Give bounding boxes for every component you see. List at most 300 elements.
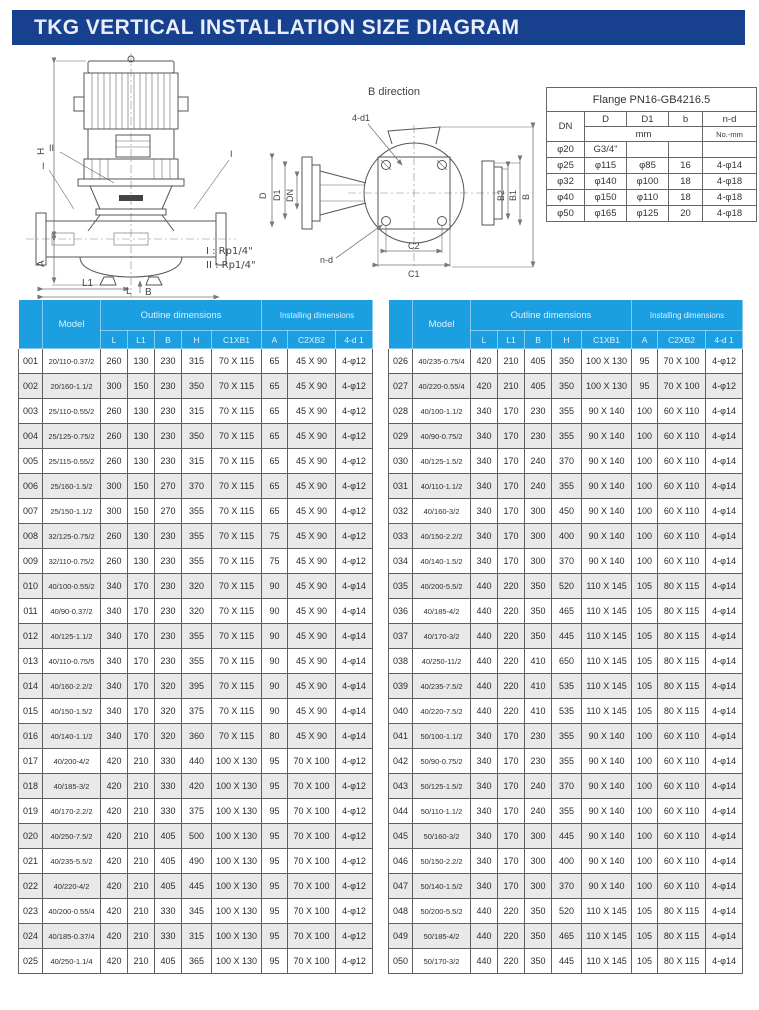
value-cell: 95 xyxy=(262,849,288,874)
dim-label-B2: B2 xyxy=(496,189,506,201)
table-row xyxy=(389,799,743,824)
value-cell: 230 xyxy=(155,649,182,674)
value-cell: 70 X 100 xyxy=(288,849,336,874)
value-cell: 260 xyxy=(101,349,128,374)
row-number-cell: 021 xyxy=(19,849,43,874)
value-cell: 4-φ14 xyxy=(706,424,743,449)
value-cell: 350 xyxy=(525,574,552,599)
value-cell: 4-φ14 xyxy=(706,824,743,849)
model-cell: 40/125-1.5/2 xyxy=(413,449,471,474)
value-cell: 170 xyxy=(498,549,525,574)
table-row xyxy=(389,824,743,849)
row-number-cell: 044 xyxy=(389,799,413,824)
value-cell: 75 xyxy=(262,524,288,549)
spec-table-right-body xyxy=(389,349,743,974)
table-row xyxy=(389,349,743,374)
value-cell: 70 X 115 xyxy=(212,399,262,424)
value-cell: 170 xyxy=(128,599,155,624)
value-cell: 45 X 90 xyxy=(288,574,336,599)
flange-col-d1: D1 xyxy=(627,112,669,127)
value-cell: 100 X 130 xyxy=(212,774,262,799)
value-cell: 45 X 90 xyxy=(288,549,336,574)
value-cell: 105 xyxy=(632,599,658,624)
flange-cell: φ125 xyxy=(627,206,669,222)
row-number-cell: 020 xyxy=(19,824,43,849)
table-row xyxy=(19,774,373,799)
value-cell: 420 xyxy=(101,749,128,774)
value-cell: 340 xyxy=(471,499,498,524)
value-cell: 60 X 110 xyxy=(658,874,706,899)
row-number-cell: 024 xyxy=(19,924,43,949)
value-cell: 355 xyxy=(552,424,582,449)
value-cell: 535 xyxy=(552,699,582,724)
value-cell: 230 xyxy=(155,349,182,374)
value-cell: 4-φ14 xyxy=(706,574,743,599)
value-cell: 355 xyxy=(182,499,212,524)
value-cell: 230 xyxy=(525,424,552,449)
value-cell: 130 xyxy=(128,449,155,474)
value-cell: 4-φ12 xyxy=(336,424,373,449)
table-row xyxy=(389,449,743,474)
model-cell: 32/125-0.75/2 xyxy=(43,524,101,549)
value-cell: 4-φ14 xyxy=(706,599,743,624)
flange-cell: 18 xyxy=(669,190,703,206)
model-cell: 50/170-3/2 xyxy=(413,949,471,974)
model-cell: 40/150-2.2/2 xyxy=(413,524,471,549)
model-cell: 32/110-0.75/2 xyxy=(43,549,101,574)
value-cell: 45 X 90 xyxy=(288,399,336,424)
dim-label-B: B xyxy=(521,193,531,200)
dim-label-H: H xyxy=(36,147,47,155)
value-cell: 130 xyxy=(128,524,155,549)
value-cell: 4-φ12 xyxy=(706,374,743,399)
value-cell: 220 xyxy=(498,674,525,699)
value-cell: 350 xyxy=(525,899,552,924)
value-cell: 90 xyxy=(262,624,288,649)
flange-cell: φ32 xyxy=(547,174,585,190)
model-cell: 40/220-4/2 xyxy=(43,874,101,899)
value-cell: 100 X 130 xyxy=(582,349,632,374)
flange-cell xyxy=(669,142,703,158)
value-cell: 350 xyxy=(182,424,212,449)
page-title: TKG VERTICAL INSTALLATION SIZE DIAGRAM xyxy=(12,10,745,45)
value-cell: 70 X 115 xyxy=(212,374,262,399)
value-cell: 170 xyxy=(498,524,525,549)
value-cell: 45 X 90 xyxy=(288,649,336,674)
value-cell: 60 X 110 xyxy=(658,399,706,424)
model-cell: 40/250-7.5/2 xyxy=(43,824,101,849)
value-cell: 80 X 115 xyxy=(658,924,706,949)
value-cell: 440 xyxy=(182,749,212,774)
value-cell: 70 X 115 xyxy=(212,624,262,649)
col-header-B: B xyxy=(525,331,552,349)
flange-cell: φ40 xyxy=(547,190,585,206)
value-cell: 45 X 90 xyxy=(288,499,336,524)
value-cell: 95 xyxy=(262,824,288,849)
value-cell: 100 X 130 xyxy=(212,824,262,849)
value-cell: 95 xyxy=(262,799,288,824)
label-4-d1: 4-d1 xyxy=(352,113,371,123)
table-row xyxy=(389,874,743,899)
value-cell: 440 xyxy=(471,899,498,924)
value-cell: 650 xyxy=(552,649,582,674)
value-cell: 350 xyxy=(525,924,552,949)
col-header-L1: L1 xyxy=(498,331,525,349)
value-cell: 150 xyxy=(128,499,155,524)
value-cell: 520 xyxy=(552,899,582,924)
value-cell: 210 xyxy=(128,874,155,899)
value-cell: 340 xyxy=(471,424,498,449)
row-number-cell: 039 xyxy=(389,674,413,699)
value-cell: 330 xyxy=(155,774,182,799)
value-cell: 355 xyxy=(182,624,212,649)
col-header-C1XB1: C1XB1 xyxy=(582,331,632,349)
value-cell: 405 xyxy=(155,849,182,874)
model-cell: 40/235-0.75/4 xyxy=(413,349,471,374)
flange-cell: 4-φ18 xyxy=(703,190,757,206)
value-cell: 110 X 145 xyxy=(582,924,632,949)
value-cell: 65 xyxy=(262,499,288,524)
value-cell: 70 X 115 xyxy=(212,724,262,749)
value-cell: 4-φ14 xyxy=(336,724,373,749)
value-cell: 90 X 140 xyxy=(582,774,632,799)
value-cell: 170 xyxy=(128,674,155,699)
value-cell: 355 xyxy=(552,724,582,749)
value-cell: 340 xyxy=(471,449,498,474)
table-row xyxy=(389,374,743,399)
value-cell: 95 xyxy=(262,874,288,899)
value-cell: 315 xyxy=(182,399,212,424)
value-cell: 90 xyxy=(262,574,288,599)
table-row xyxy=(389,949,743,974)
value-cell: 90 xyxy=(262,699,288,724)
value-cell: 4-φ12 xyxy=(336,924,373,949)
flange-cell: 4-φ14 xyxy=(703,158,757,174)
value-cell: 405 xyxy=(525,374,552,399)
value-cell: 4-φ14 xyxy=(706,724,743,749)
value-cell: 110 X 145 xyxy=(582,599,632,624)
col-header-B: B xyxy=(155,331,182,349)
value-cell: 420 xyxy=(101,874,128,899)
row-number-cell: 006 xyxy=(19,474,43,499)
model-cell: 50/100-1.1/2 xyxy=(413,724,471,749)
value-cell: 70 X 115 xyxy=(212,699,262,724)
row-number-cell: 036 xyxy=(389,599,413,624)
value-cell: 400 xyxy=(552,849,582,874)
value-cell: 370 xyxy=(182,474,212,499)
value-cell: 70 X 115 xyxy=(212,499,262,524)
value-cell: 80 X 115 xyxy=(658,599,706,624)
value-cell: 170 xyxy=(128,624,155,649)
value-cell: 340 xyxy=(471,824,498,849)
value-cell: 4-φ14 xyxy=(706,499,743,524)
flange-cell: φ150 xyxy=(585,190,627,206)
table-row xyxy=(389,899,743,924)
row-number-cell: 010 xyxy=(19,574,43,599)
model-cell: 50/200-5.5/2 xyxy=(413,899,471,924)
value-cell: 75 xyxy=(262,549,288,574)
table-row xyxy=(389,749,743,774)
port-label-II: II xyxy=(49,143,55,153)
value-cell: 445 xyxy=(182,874,212,899)
flange-cell: 16 xyxy=(669,158,703,174)
flange-cell: φ50 xyxy=(547,206,585,222)
value-cell: 210 xyxy=(128,824,155,849)
value-cell: 4-φ12 xyxy=(336,874,373,899)
table-row xyxy=(389,524,743,549)
model-cell: 40/140-1.1/2 xyxy=(43,724,101,749)
model-cell: 40/160-2.2/2 xyxy=(43,674,101,699)
row-number-cell: 031 xyxy=(389,474,413,499)
value-cell: 220 xyxy=(498,649,525,674)
value-cell: 440 xyxy=(471,924,498,949)
value-cell: 465 xyxy=(552,599,582,624)
value-cell: 95 xyxy=(262,899,288,924)
spec-table-left xyxy=(18,299,373,974)
model-cell: 40/90-0.37/2 xyxy=(43,599,101,624)
value-cell: 100 xyxy=(632,449,658,474)
table-row xyxy=(19,474,373,499)
value-cell: 490 xyxy=(182,849,212,874)
col-header-H: H xyxy=(182,331,212,349)
row-number-cell: 013 xyxy=(19,649,43,674)
row-number-cell: 038 xyxy=(389,649,413,674)
table-row xyxy=(389,474,743,499)
value-cell: 90 X 140 xyxy=(582,474,632,499)
value-cell: 80 X 115 xyxy=(658,649,706,674)
model-cell: 40/125-1.1/2 xyxy=(43,624,101,649)
dim-label-B1: B1 xyxy=(508,189,518,201)
value-cell: 300 xyxy=(525,874,552,899)
diagram-area xyxy=(0,51,759,297)
value-cell: 45 X 90 xyxy=(288,624,336,649)
table-row xyxy=(389,674,743,699)
model-cell: 40/235-5.5/2 xyxy=(43,849,101,874)
table-row xyxy=(19,499,373,524)
value-cell: 170 xyxy=(498,399,525,424)
value-cell: 70 X 115 xyxy=(212,349,262,374)
value-cell: 355 xyxy=(182,549,212,574)
value-cell: 105 xyxy=(632,649,658,674)
value-cell: 220 xyxy=(498,624,525,649)
row-number-cell: 030 xyxy=(389,449,413,474)
value-cell: 90 X 140 xyxy=(582,824,632,849)
value-cell: 95 xyxy=(632,374,658,399)
label-n-d: n-d xyxy=(320,255,334,265)
row-number-cell: 022 xyxy=(19,874,43,899)
model-cell: 50/125-1.5/2 xyxy=(413,774,471,799)
value-cell: 410 xyxy=(525,699,552,724)
value-cell: 130 xyxy=(128,549,155,574)
value-cell: 330 xyxy=(155,749,182,774)
value-cell: 340 xyxy=(101,624,128,649)
value-cell: 210 xyxy=(128,949,155,974)
value-cell: 355 xyxy=(182,524,212,549)
row-number-cell: 017 xyxy=(19,749,43,774)
table-row xyxy=(389,924,743,949)
value-cell: 150 xyxy=(128,474,155,499)
value-cell: 4-φ14 xyxy=(336,674,373,699)
value-cell: 110 X 145 xyxy=(582,699,632,724)
value-cell: 90 xyxy=(262,649,288,674)
row-number-cell: 032 xyxy=(389,499,413,524)
row-number-cell: 040 xyxy=(389,699,413,724)
value-cell: 340 xyxy=(471,399,498,424)
value-cell: 405 xyxy=(155,824,182,849)
value-cell: 45 X 90 xyxy=(288,424,336,449)
table-row xyxy=(389,649,743,674)
value-cell: 4-φ12 xyxy=(336,474,373,499)
value-cell: 60 X 110 xyxy=(658,824,706,849)
flange-cell xyxy=(627,142,669,158)
row-number-cell: 023 xyxy=(19,899,43,924)
value-cell: 350 xyxy=(525,624,552,649)
corner-cell xyxy=(389,300,413,349)
value-cell: 4-φ14 xyxy=(706,924,743,949)
value-cell: 80 X 115 xyxy=(658,899,706,924)
value-cell: 4-φ14 xyxy=(706,624,743,649)
value-cell: 300 xyxy=(525,499,552,524)
row-number-cell: 005 xyxy=(19,449,43,474)
value-cell: 4-φ14 xyxy=(706,799,743,824)
value-cell: 170 xyxy=(498,474,525,499)
model-cell: 50/110-1.1/2 xyxy=(413,799,471,824)
table-row xyxy=(19,849,373,874)
value-cell: 440 xyxy=(471,574,498,599)
model-cell: 50/140-1.5/2 xyxy=(413,874,471,899)
flange-cell: 18 xyxy=(669,174,703,190)
value-cell: 375 xyxy=(182,799,212,824)
value-cell: 420 xyxy=(471,374,498,399)
value-cell: 355 xyxy=(552,749,582,774)
value-cell: 465 xyxy=(552,924,582,949)
row-number-cell: 004 xyxy=(19,424,43,449)
row-number-cell: 029 xyxy=(389,424,413,449)
value-cell: 370 xyxy=(552,774,582,799)
value-cell: 70 X 115 xyxy=(212,524,262,549)
value-cell: 315 xyxy=(182,349,212,374)
outline-dimensions-header: Outline dimensions xyxy=(471,300,632,331)
value-cell: 260 xyxy=(101,524,128,549)
dim-label-A: A xyxy=(36,260,47,267)
value-cell: 220 xyxy=(498,924,525,949)
row-number-cell: 035 xyxy=(389,574,413,599)
value-cell: 90 xyxy=(262,674,288,699)
value-cell: 110 X 145 xyxy=(582,624,632,649)
flange-col-dn: DN xyxy=(547,112,585,142)
value-cell: 4-φ12 xyxy=(706,349,743,374)
value-cell: 410 xyxy=(525,674,552,699)
value-cell: 100 xyxy=(632,424,658,449)
table-row xyxy=(389,774,743,799)
flange-cell xyxy=(703,142,757,158)
value-cell: 70 X 100 xyxy=(658,349,706,374)
value-cell: 210 xyxy=(128,799,155,824)
model-cell: 40/200-0.55/4 xyxy=(43,899,101,924)
value-cell: 60 X 110 xyxy=(658,424,706,449)
value-cell: 360 xyxy=(182,724,212,749)
value-cell: 420 xyxy=(101,774,128,799)
flange-col-nd: n-d xyxy=(703,112,757,127)
port-label-I-right: I xyxy=(230,149,233,159)
value-cell: 4-φ12 xyxy=(336,799,373,824)
model-cell: 40/170-2.2/2 xyxy=(43,799,101,824)
dim-label-D: D xyxy=(258,192,268,199)
value-cell: 440 xyxy=(471,674,498,699)
value-cell: 105 xyxy=(632,899,658,924)
flange-cell: φ25 xyxy=(547,158,585,174)
value-cell: 210 xyxy=(128,749,155,774)
value-cell: 90 X 140 xyxy=(582,724,632,749)
value-cell: 4-φ14 xyxy=(706,399,743,424)
value-cell: 65 xyxy=(262,424,288,449)
value-cell: 170 xyxy=(498,449,525,474)
value-cell: 240 xyxy=(525,474,552,499)
value-cell: 420 xyxy=(101,899,128,924)
flange-cell: 4-φ18 xyxy=(703,206,757,222)
value-cell: 210 xyxy=(128,774,155,799)
value-cell: 320 xyxy=(155,699,182,724)
value-cell: 445 xyxy=(552,824,582,849)
value-cell: 110 X 145 xyxy=(582,899,632,924)
value-cell: 70 X 115 xyxy=(212,424,262,449)
value-cell: 350 xyxy=(182,374,212,399)
value-cell: 100 X 130 xyxy=(582,374,632,399)
value-cell: 105 xyxy=(632,674,658,699)
value-cell: 60 X 110 xyxy=(658,449,706,474)
value-cell: 410 xyxy=(525,649,552,674)
value-cell: 60 X 110 xyxy=(658,799,706,824)
value-cell: 420 xyxy=(101,824,128,849)
value-cell: 70 X 115 xyxy=(212,574,262,599)
value-cell: 395 xyxy=(182,674,212,699)
flange-cell: φ140 xyxy=(585,174,627,190)
col-header-C1XB1: C1XB1 xyxy=(212,331,262,349)
table-row xyxy=(19,399,373,424)
value-cell: 4-φ14 xyxy=(706,449,743,474)
value-cell: 330 xyxy=(155,799,182,824)
value-cell: 170 xyxy=(498,424,525,449)
value-cell: 65 xyxy=(262,474,288,499)
flange-cell: φ100 xyxy=(627,174,669,190)
value-cell: 45 X 90 xyxy=(288,524,336,549)
value-cell: 65 xyxy=(262,374,288,399)
table-row xyxy=(389,624,743,649)
value-cell: 4-φ14 xyxy=(706,474,743,499)
value-cell: 440 xyxy=(471,699,498,724)
col-header-L: L xyxy=(101,331,128,349)
value-cell: 320 xyxy=(155,674,182,699)
value-cell: 70 X 115 xyxy=(212,474,262,499)
row-number-cell: 049 xyxy=(389,924,413,949)
value-cell: 100 X 130 xyxy=(212,749,262,774)
value-cell: 100 xyxy=(632,774,658,799)
value-cell: 130 xyxy=(128,399,155,424)
table-row xyxy=(19,649,373,674)
value-cell: 100 xyxy=(632,474,658,499)
value-cell: 220 xyxy=(498,949,525,974)
value-cell: 4-φ12 xyxy=(336,349,373,374)
value-cell: 170 xyxy=(498,724,525,749)
value-cell: 420 xyxy=(471,349,498,374)
note-port-2: II : Rp1/4" xyxy=(206,260,256,271)
flange-row xyxy=(547,190,757,206)
value-cell: 320 xyxy=(182,599,212,624)
model-cell: 40/90-0.75/2 xyxy=(413,424,471,449)
table-row xyxy=(19,424,373,449)
value-cell: 220 xyxy=(498,899,525,924)
table-row xyxy=(389,574,743,599)
